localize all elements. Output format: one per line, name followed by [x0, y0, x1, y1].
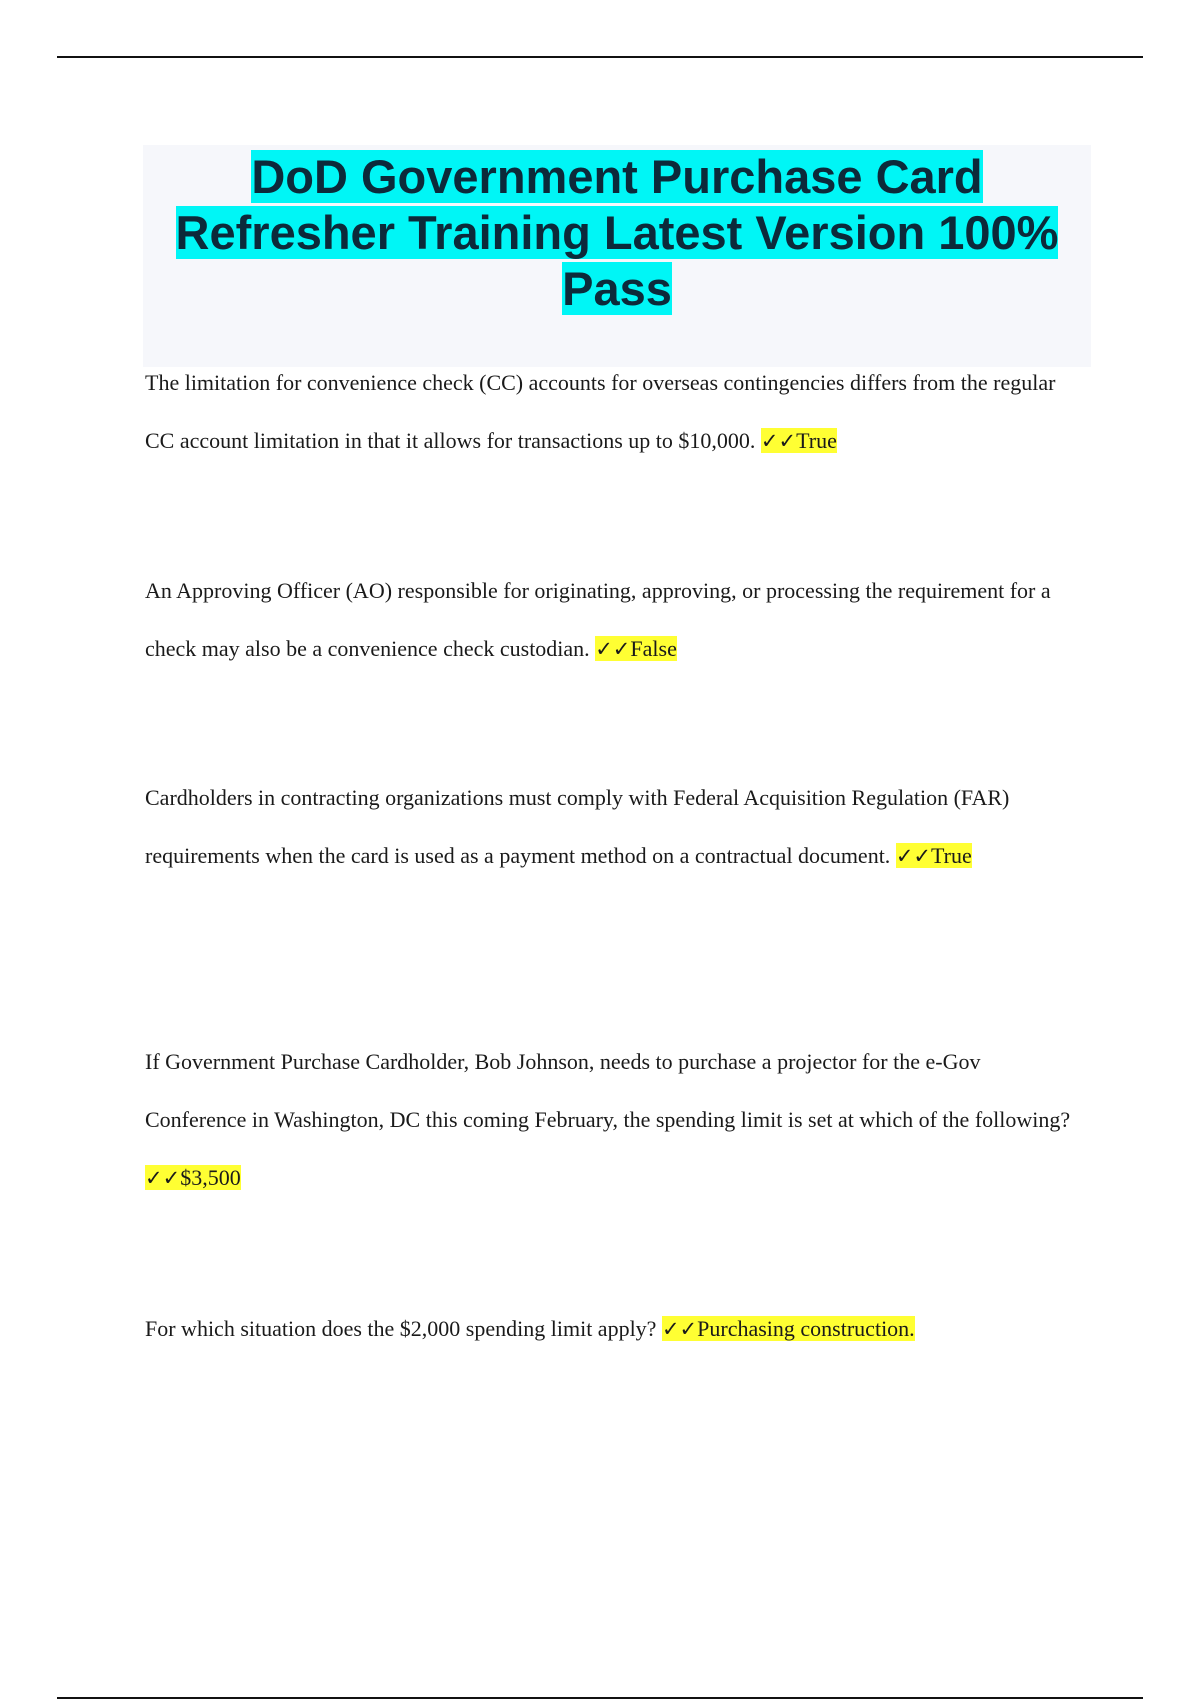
qa-item-3: [145, 769, 1085, 885]
check-mark-icon: ✓✓: [145, 1166, 181, 1190]
qa-item-4: [145, 1033, 1085, 1207]
bottom-rule: [57, 1697, 1143, 1699]
top-rule: [57, 56, 1143, 58]
answer-text: False: [630, 636, 677, 661]
title-box: [143, 145, 1091, 367]
answer-text: True: [796, 428, 837, 453]
question-text: Cardholders in contracting organizations must comply with Federal Acquisition Regulation (FAR) requirements when the card is used as a payment method on a contractual document.: [145, 785, 1010, 868]
check-mark-icon: ✓✓: [595, 637, 631, 661]
qa-item-2: [145, 562, 1085, 678]
qa-item-5: [145, 1300, 1085, 1358]
answer-highlight: [761, 428, 837, 453]
answer-text: $3,500: [180, 1165, 241, 1190]
answer-highlight: [595, 636, 677, 661]
question-text: An Approving Officer (AO) responsible for originating, approving, or processing the requirement for a check may also be a convenience check custodian.: [145, 578, 1051, 661]
answer-text: True: [931, 843, 972, 868]
question-text: For which situation does the $2,000 spending limit apply?: [145, 1316, 657, 1341]
answer-highlight: [896, 843, 972, 868]
check-mark-icon: ✓✓: [760, 429, 797, 453]
check-mark-icon: ✓✓: [661, 1317, 698, 1341]
question-text: If Government Purchase Cardholder, Bob Johnson, needs to purchase a projector for the e-Gov Conference in Washington, DC this coming February, the spending limit is set at which of the following?: [145, 1049, 1071, 1132]
document-title: DoD Government Purchase Card Refresher Training Latest Version 100% Pass: [175, 150, 1059, 315]
answer-highlight: [145, 1165, 241, 1190]
question-text: The limitation for convenience check (CC) accounts for overseas contingencies differs from the regular CC account limitation in that it allows for transactions up to $10,000.: [145, 370, 1056, 453]
check-mark-icon: ✓✓: [895, 844, 932, 868]
answer-highlight: [662, 1316, 915, 1341]
answer-text: Purchasing construction.: [697, 1316, 915, 1341]
qa-item-1: [145, 354, 1085, 470]
